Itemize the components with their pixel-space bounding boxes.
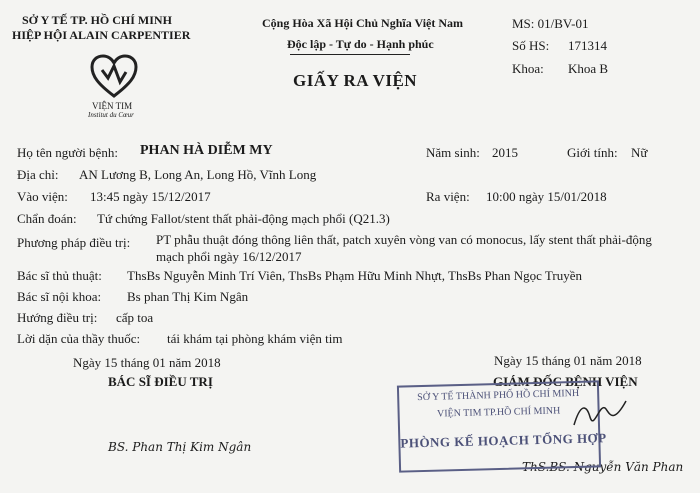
record-number-value: 171314 — [568, 38, 607, 53]
stamp-line-2: VIỆN TIM TP.HỒ CHÍ MINH — [436, 405, 561, 420]
right-signature: ThS.BS. Nguyễn Văn Phan — [522, 460, 684, 474]
gender-label: Giới tính: — [567, 145, 618, 160]
surgeon-value: ThsBs Nguyễn Minh Trí Viên, ThsBs Phạm Hữu Minh Nhựt, ThsBs Phan Ngọc Truyền — [127, 268, 583, 283]
internist-label: Bác sĩ nội khoa: — [17, 289, 102, 304]
form-code: MS: 01/BV-01 — [512, 16, 589, 31]
stamp-line-3: PHÒNG KẾ HOẠCH TỔNG HỢP — [400, 430, 607, 451]
gender-value: Nữ — [631, 145, 648, 160]
doctor-advice-value: tái khám tại phòng khám viện tim — [167, 331, 343, 346]
treatment-line-1: PT phẫu thuật đóng thông liên thất, patch xuyên vòng van có monocus, lấy stent thất phải-động — [156, 232, 652, 247]
patient-name-value: PHAN HÀ DIỄM MY — [140, 143, 273, 158]
left-sign-role: BÁC SĨ ĐIỀU TRỊ — [108, 374, 213, 389]
admission-label: Vào viện: — [17, 189, 68, 204]
diagnosis-value: Tứ chứng Fallot/stent thất phải-động mạch phổi (Q21.3) — [97, 211, 390, 226]
logo-text: VIỆN TIM — [92, 101, 133, 111]
treatment-direction-value: cấp toa — [116, 310, 154, 325]
treatment-label: Phương pháp điều trị: — [17, 235, 131, 250]
birth-year-label: Năm sinh: — [426, 145, 480, 160]
right-sign-date: Ngày 15 tháng 01 năm 2018 — [494, 353, 642, 368]
motto: Độc lập - Tự do - Hạnh phúc — [287, 37, 434, 51]
heart-logo-icon — [88, 52, 140, 100]
doctor-advice-label: Lời dặn của thầy thuốc: — [17, 331, 141, 346]
treatment-direction-label: Hướng điều trị: — [17, 310, 98, 325]
surgeon-label: Bác sĩ thủ thuật: — [17, 268, 102, 283]
left-sign-date: Ngày 15 tháng 01 năm 2018 — [73, 355, 221, 370]
department-value: Khoa B — [568, 61, 609, 76]
document-title: GIẤY RA VIỆN — [293, 71, 418, 90]
motto-underline — [290, 54, 410, 55]
country-name: Cộng Hòa Xã Hội Chủ Nghĩa Việt Nam — [262, 16, 464, 30]
diagnosis-label: Chẩn đoán: — [17, 211, 77, 226]
department-label: Khoa: — [512, 61, 544, 76]
treatment-line-2: mạch phổi ngày 16/12/2017 — [156, 249, 302, 264]
admission-value: 13:45 ngày 15/12/2017 — [90, 189, 211, 204]
discharge-label: Ra viện: — [426, 189, 470, 204]
address-value: AN Lương B, Long An, Long Hồ, Vĩnh Long — [79, 167, 317, 182]
address-label: Địa chỉ: — [17, 167, 59, 182]
dept-name: SỞ Y TẾ TP. HỒ CHÍ MINH — [22, 13, 172, 27]
right-sign-role: GIÁM ĐỐC BỆNH VIỆN — [493, 374, 638, 389]
director-signature-flourish — [570, 395, 630, 435]
logo-subtext: Institut du Cœur — [88, 111, 134, 119]
internist-value: Bs phan Thị Kim Ngân — [127, 289, 249, 304]
left-signature: BS. Phan Thị Kim Ngân — [108, 440, 252, 454]
stamp-line-1: SỞ Y TẾ THÀNH PHỐ HỒ CHÍ MINH — [417, 387, 580, 404]
record-number-label: Số HS: — [512, 38, 550, 53]
discharge-value: 10:00 ngày 15/01/2018 — [486, 189, 607, 204]
association-name: HIỆP HỘI ALAIN CARPENTIER — [12, 28, 191, 42]
patient-name-label: Họ tên người bệnh: — [17, 145, 118, 160]
birth-year-value: 2015 — [492, 145, 518, 160]
